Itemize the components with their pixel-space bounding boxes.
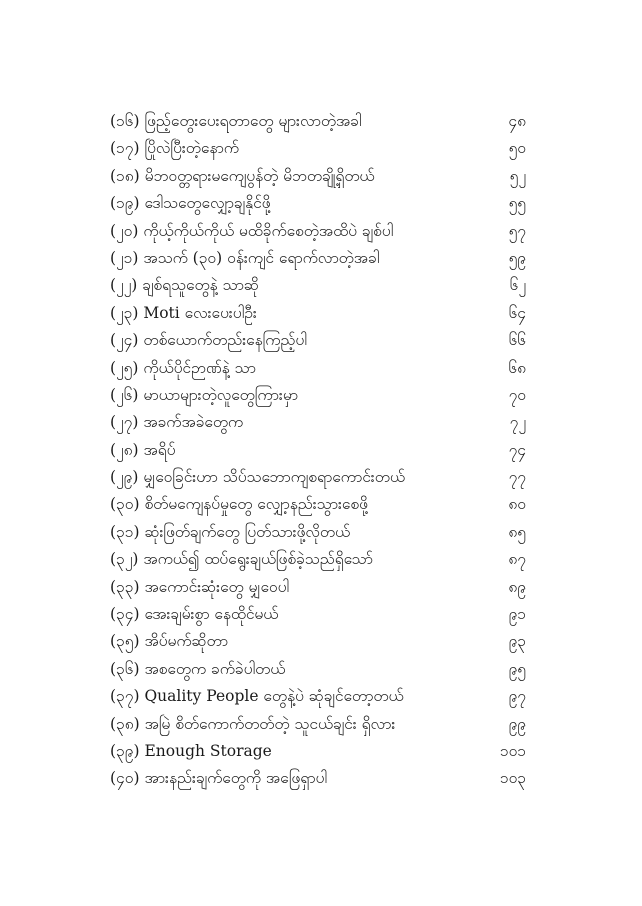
toc-entry-page: ၉၇	[508, 687, 526, 706]
toc-entry-page: ၈၇	[508, 550, 526, 569]
toc-entry	[110, 628, 530, 655]
toc-entry-title: (၃၇) Quality People တွေနဲ့ပဲ ဆုံချင်တော့တယ်	[110, 687, 404, 706]
toc-entry-page: ၉၁	[508, 605, 526, 624]
toc-entry	[110, 738, 530, 765]
toc-entry-title: (၃၅) အိပ်မက်ဆိုတာ	[110, 632, 228, 651]
toc-entry-title: (၃၁) ဆုံးဖြတ်ချက်တွေ ပြတ်သားဖို့လိုတယ်	[110, 522, 351, 541]
toc-entry	[110, 163, 530, 190]
toc-entry	[110, 190, 530, 217]
toc-entry	[110, 108, 530, 135]
toc-entry-page: ၅၇	[508, 221, 526, 240]
toc-entry	[110, 765, 530, 792]
toc-entry	[110, 218, 530, 245]
toc-entry-title: (၂၈) အရိပ်	[110, 440, 176, 459]
toc-entry	[110, 437, 530, 464]
toc-entry	[110, 135, 530, 162]
toc-entry	[110, 327, 530, 354]
toc-entry-page: ၈၅	[508, 522, 526, 541]
toc-entry	[110, 711, 530, 738]
toc-entry	[110, 601, 530, 628]
toc-entry-page: ၆၆	[508, 331, 526, 350]
toc-entry	[110, 656, 530, 683]
toc-entry-title: (၃၂) အကယ်၍ ထပ်ရွေးချယ်ဖြစ်ခဲ့သည်ရှိသော်	[110, 550, 373, 569]
toc-entry-page: ၁၀၁	[499, 741, 526, 760]
toc-entry-title: (၂၄) တစ်ယောက်တည်းနေကြည့်ပါ	[110, 331, 307, 350]
toc-entry	[110, 464, 530, 491]
toc-entry-page: ၈၉	[508, 577, 526, 596]
toc-entry	[110, 409, 530, 436]
toc-entry-page: ၇၂	[509, 413, 526, 432]
toc-entry-page: ၅၉	[508, 248, 526, 267]
toc-entry	[110, 491, 530, 518]
toc-entry-page: ၅၀	[508, 139, 526, 158]
toc-entry-page: ၉၅	[508, 659, 526, 678]
toc-entry-title: (၂၆) မာယာများတဲ့လူတွေကြားမှာ	[110, 385, 299, 404]
toc-entry-title: (၂၀) ကိုယ့်ကိုယ်ကိုယ် မထိခိုက်စေတဲ့အထိပဲ ချစ်ပါ	[110, 221, 394, 240]
toc-entry-title: (၃၃) အကောင်းဆုံးတွေ မျှဝေပါ	[110, 577, 290, 596]
toc-entry-title: (၁၇) ပြိုလဲပြီးတဲ့နောက်	[110, 139, 239, 158]
toc-entry	[110, 519, 530, 546]
toc-entry-title: (၂၇) အခက်အခဲတွေက	[110, 413, 244, 432]
toc-entry-page: ၅၅	[508, 194, 526, 213]
toc-entry-page: ၇၇	[508, 468, 526, 487]
toc-entry-title: (၂၃) Moti လေးပေးပါဦး	[110, 303, 257, 322]
toc-entry-title: (၃၉) Enough Storage	[110, 741, 272, 760]
toc-entry	[110, 245, 530, 272]
toc-entry-page: ၈၀	[508, 495, 526, 514]
toc-entry	[110, 272, 530, 299]
toc-entry-title: (၃၆) အစတွေက ခက်ခဲပါတယ်	[110, 659, 286, 678]
toc-entry-title: (၃၄) အေးချမ်းစွာ နေထိုင်မယ်	[110, 605, 279, 624]
toc-entry-page: ၉၃	[508, 632, 526, 651]
toc-entry-page: ၁၀၃	[499, 769, 526, 788]
toc-entry-page: ၉၉	[508, 714, 526, 733]
toc-entry-title: (၃၀) စိတ်မကျေနပ်မှုတွေ လျှော့နည်းသွားစေဖို့	[110, 495, 368, 514]
toc-entry-title: (၁၆) ဖြည့်တွေးပေးရတာတွေ များလာတဲ့အခါ	[110, 112, 362, 130]
toc-entry-title: (၂၁) အသက် (၃၀) ဝန်းကျင် ရောက်လာတဲ့အခါ	[110, 248, 380, 267]
toc-entry-page: ၇၀	[508, 385, 526, 404]
toc-entry-title: (၄၀) အားနည်းချက်တွေကို အဖြေရှာပါ	[110, 769, 328, 788]
toc-entry-page: ၄၈	[508, 112, 526, 130]
toc-entry	[110, 355, 530, 382]
toc-entry-page: ၅၂	[509, 166, 526, 185]
toc-entry-title: (၂၉) မျှဝေခြင်းဟာ သိပ်သဘောကျစရာကောင်းတယ်	[110, 468, 405, 487]
toc-entry	[110, 300, 530, 327]
toc-entry-page: ၆၄	[508, 303, 526, 322]
toc-entry-title: (၃၈) အမြဲ စိတ်ကောက်တတ်တဲ့ သူငယ်ချင်း ရှိလား	[110, 714, 396, 733]
toc-entry-title: (၂၂) ချစ်ရသူတွေနဲ့ သာဆို	[110, 276, 259, 295]
toc-entry	[110, 574, 530, 601]
toc-entry-page: ၇၄	[508, 440, 526, 459]
toc-entry-title: (၂၅) ကိုယ်ပိုင်ဉာဏ်နဲ့ သာ	[110, 358, 256, 377]
toc-entry	[110, 683, 530, 710]
toc-entry-page: ၆၈	[508, 358, 526, 377]
toc-entry	[110, 546, 530, 573]
toc-entry-title: (၁၈) မိဘဝတ္တရားမကျေပွန်တဲ့ မိဘတချို့ရှိတယ်	[110, 166, 375, 185]
toc-entry	[110, 382, 530, 409]
toc-entry-page: ၆၂	[509, 276, 526, 295]
table-of-contents	[110, 108, 530, 793]
toc-entry-title: (၁၉) ဒေါသတွေလျှော့ချနိုင်ဖို့	[110, 194, 271, 213]
